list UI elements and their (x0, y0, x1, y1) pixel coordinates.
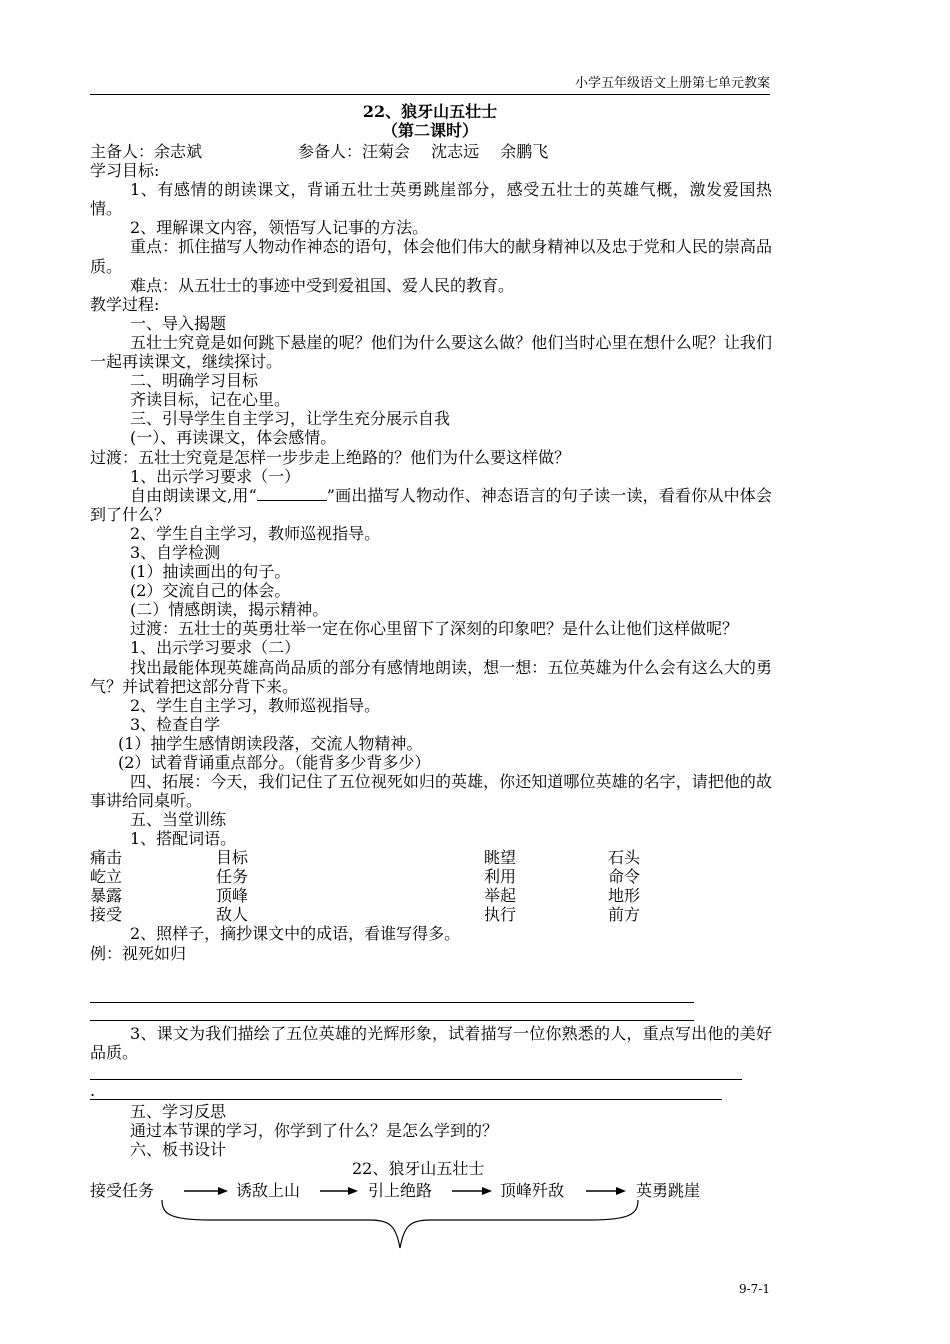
word-cell: 石头 (608, 848, 641, 868)
requirement-2-text: 找出最能体现英雄高尚品质的部分有感情地朗读，想一想：五位英雄为什么会有这么大的勇气？并试着把这部分背下来。 (90, 657, 772, 696)
word-cell: 眺望 (484, 848, 517, 868)
exercise-3-block (90, 1024, 772, 1062)
word-matching-grid (90, 848, 772, 924)
exercise-3: 3、课文为我们描绘了五位英雄的光辉形象，试着描写一位你熟悉的人，重点写出他的美好品质。 (90, 1024, 772, 1063)
reflection-text: 通过本节课的学习，你学到了什么？是怎么学到的？ (130, 1121, 499, 1141)
step-3-part-1: (一）、再读课文，体会感情。 (130, 428, 337, 448)
co-preparers: 参备人：汪菊会 沈志远 余鹏飞 (298, 142, 549, 161)
board-arrows-and-brace (90, 1156, 770, 1256)
req1-before-blank: 自由朗读课文,用“ (130, 485, 257, 505)
check-1-b: (2）交流自己的体会。 (130, 581, 291, 601)
brace-icon (162, 1200, 638, 1248)
exercise-2: 2、照样子，摘抄课文中的成语，看谁写得多。 (130, 924, 461, 944)
transition-2: 过渡：五壮士的英勇壮举一定在你心里留下了深刻的印象吧？是什么让他们这样做呢？ (130, 619, 739, 639)
board-design (90, 1156, 770, 1256)
answer-line (90, 1020, 694, 1021)
word-cell: 执行 (484, 905, 517, 925)
board-step: 诱敌上山 (236, 1181, 301, 1200)
page-number: 9-7-1 (738, 1282, 770, 1296)
requirement-2: 1、出示学习要求（二） (130, 638, 301, 658)
lesson-title: 22、狼牙山五壮士 (362, 102, 498, 121)
self-check-1: 3、自学检测 (130, 542, 221, 562)
step-3-heading: 三、引导学生自主学习，让学生充分展示自我 (130, 409, 451, 429)
preparers-line (90, 142, 772, 161)
word-cell: 目标 (216, 848, 249, 868)
exercise-1: 1、搭配词语。 (130, 829, 237, 849)
step-5-heading: 五、当堂训练 (130, 810, 227, 830)
word-cell: 举起 (484, 886, 517, 906)
step-1-heading: 一、导入揭题 (130, 313, 227, 333)
goal-2: 2、理解课文内容，领悟写人记事的方法。 (130, 218, 429, 238)
word-cell: 任务 (216, 867, 249, 887)
key-point: 重点：抓住描写人物动作神态的语句，体会他们伟大的献身精神以及忠于党和人民的崇高品质。 (90, 237, 772, 276)
step-2-text: 齐读目标，记在心里。 (130, 390, 291, 410)
board-step: 顶峰歼敌 (500, 1181, 565, 1200)
answer-line (90, 1079, 742, 1080)
req1-after-blank: ”画出描写人物动作、神态语言的句子读一读，看看你从中体会到了什么？ (90, 485, 772, 524)
reflection-block (90, 1102, 772, 1159)
goals-heading: 学习目标: (90, 161, 160, 181)
step-3-part-2: (二）情感朗读，揭示精神。 (130, 600, 329, 620)
lesson-body (90, 142, 772, 963)
word-cell: 利用 (484, 867, 517, 887)
board-title: 22、狼牙山五壮士 (352, 1159, 485, 1178)
exercise-2-example: 例：视死如归 (90, 943, 187, 963)
word-cell: 地形 (608, 886, 641, 906)
main-preparer: 主备人：余志斌 (90, 142, 203, 161)
word-cell: 屹立 (90, 867, 123, 887)
board-step: 英勇跳崖 (636, 1181, 701, 1200)
step-1-text: 五壮士究竟是如何跳下悬崖的呢？他们为什么要这么做？他们当时心里在想什么呢？让我们一起再读课文，继续探讨。 (90, 332, 772, 372)
board-step: 引上绝路 (368, 1181, 433, 1200)
answer-line (90, 1002, 694, 1003)
check-2-b: (2）试着背诵重点部分。（能背多少背多少） (118, 753, 431, 772)
answer-line (90, 1099, 722, 1100)
self-check-2: 3、检查自学 (130, 714, 221, 734)
board-design-heading: 六、板书设计 (130, 1140, 227, 1160)
stray-dot: . (90, 1081, 96, 1100)
self-study-2: 2、学生自主学习，教师巡视指导。 (130, 695, 381, 715)
lesson-subtitle: （第二课时） (381, 121, 478, 140)
page-header: 小学五年级语文上册第七单元教案 (90, 74, 770, 95)
check-1-a: (1）抽读画出的句子。 (130, 562, 291, 582)
word-cell: 顶峰 (216, 886, 249, 906)
goal-1: 1、有感情的朗读课文，背诵五壮士英勇跳崖部分，感受五壮士的英雄气概，激发爱国热情。 (90, 180, 772, 219)
process-heading: 教学过程: (90, 294, 160, 314)
word-cell: 暴露 (90, 886, 123, 906)
word-cell: 接受 (90, 905, 123, 925)
word-cell: 敌人 (216, 905, 249, 925)
underline-blank (257, 486, 327, 501)
board-step: 接受任务 (90, 1181, 155, 1200)
difficulty: 难点：从五壮士的事迹中受到爱祖国、爱人民的教育。 (130, 275, 515, 295)
transition-1: 过渡：五壮士究竟是怎样一步步走上绝路的？他们为什么要这样做？ (90, 447, 571, 467)
requirement-1-text (90, 486, 772, 524)
step-4-extension: 四、拓展：今天，我们记住了五位视死如归的英雄，你还知道哪位英雄的名字，请把他的故事讲给同桌听。 (90, 772, 772, 811)
self-study-1: 2、学生自主学习，教师巡视指导。 (130, 523, 381, 543)
word-cell: 命令 (608, 867, 641, 887)
word-cell: 痛击 (90, 848, 123, 868)
step-2-heading: 二、明确学习目标 (130, 371, 259, 391)
check-2-a: (1）抽学生感情朗读段落，交流人物精神。 (118, 733, 423, 753)
word-cell: 前方 (608, 905, 641, 925)
step-reflection-heading: 五、学习反思 (130, 1102, 227, 1121)
requirement-1: 1、出示学习要求（一） (130, 466, 301, 486)
